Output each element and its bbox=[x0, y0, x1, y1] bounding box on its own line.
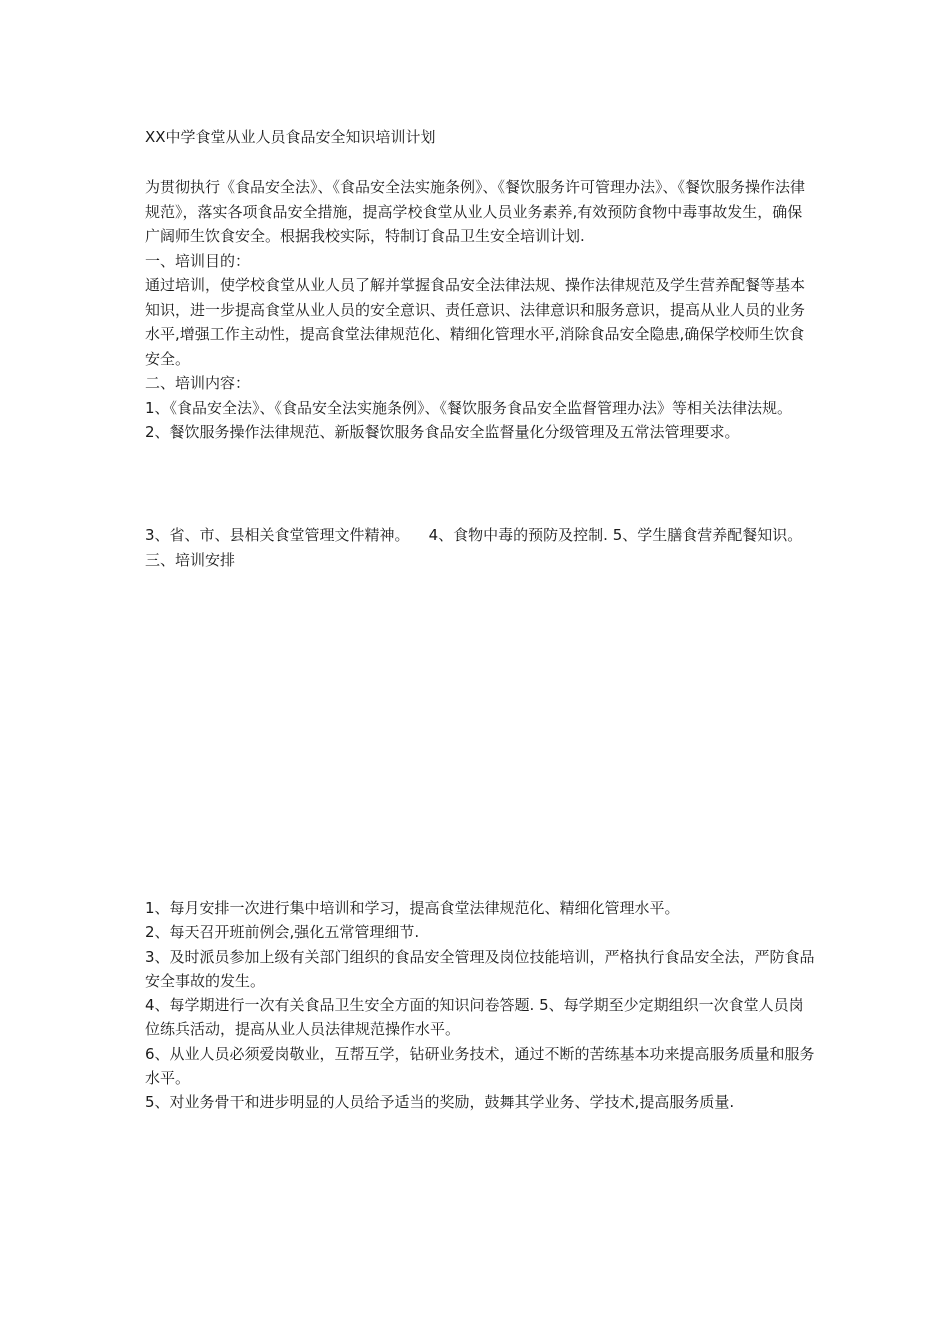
intro-section bbox=[145, 175, 817, 445]
arrangement-item-3: 3、及时派员参加上级有关部门组织的食品安全管理及岗位技能培训，严格执行食品安全法，严防食品安全事故的发生。 bbox=[145, 947, 815, 990]
content-continued-section bbox=[145, 523, 822, 572]
heading-training-purpose: 一、培训目的： bbox=[145, 251, 251, 270]
document-title: XX中学食堂从业人员食品安全知识培训计划 bbox=[145, 128, 436, 146]
arrangement-item-2: 2、每天召开班前例会,强化五常管理细节. bbox=[145, 923, 420, 942]
intro-paragraph: 为贯彻执行《食品安全法》、《食品安全法实施条例》、《餐饮服务许可管理办法》、《餐饮服务操作法律规范》，落实各项食品安全措施，提高学校食堂从业人员业务素养,有效预防食物中毒事故发生，确保广阔师生饮食安全。根据我校实际，特制订食品卫生安全培训计划. bbox=[145, 178, 806, 245]
arrangement-item-7: 5、对业务骨干和进步明显的人员给予适当的奖励，鼓舞其学业务、学技术,提高服务质量. bbox=[145, 1093, 735, 1112]
content-item-1: 1、《食品安全法》、《食品安全法实施条例》、《餐饮服务食品安全监督管理办法》等相关法律法规。 bbox=[145, 398, 793, 417]
purpose-paragraph: 通过培训，使学校食堂从业人员了解并掌握食品安全法律法规、操作法律规范及学生营养配餐等基本知识，进一步提高食堂从业人员的安全意识、责任意识、法律意识和服务意识，提高从业人员的业务水平,增强工作主动性，提高食堂法律规范化、精细化管理水平,消除食品安全隐患,确保学校师生饮食安全。 bbox=[145, 276, 806, 368]
arrangement-item-6: 6、从业人员必须爱岗敬业，互帮互学，钻研业务技术，通过不断的苦练基本功来提高服务质量和服务水平。 bbox=[145, 1044, 815, 1088]
content-item-2: 2、餐饮服务操作法律规范、新版餐饮服务食品安全监督量化分级管理及五常法管理要求。 bbox=[145, 423, 740, 441]
heading-training-content: 二、培训内容： bbox=[145, 374, 251, 392]
content-items-3-5-and-arrangement-heading: 3、省、市、县相关食堂管理文件精神。 4、食物中毒的预防及控制. 5、学生膳食营养配餐知识。 三、培训安排 bbox=[145, 526, 822, 569]
arrangement-item-4-5: 4、每学期进行一次有关食品卫生安全方面的知识问卷答题. 5、每学期至少定期组织一次食堂人员岗位练兵活动，提高从业人员法律规范操作水平。 bbox=[145, 996, 804, 1039]
arrangement-section bbox=[145, 896, 817, 1115]
arrangement-item-1: 1、每月安排一次进行集中培训和学习，提高食堂法律规范化、精细化管理水平。 bbox=[145, 899, 680, 917]
